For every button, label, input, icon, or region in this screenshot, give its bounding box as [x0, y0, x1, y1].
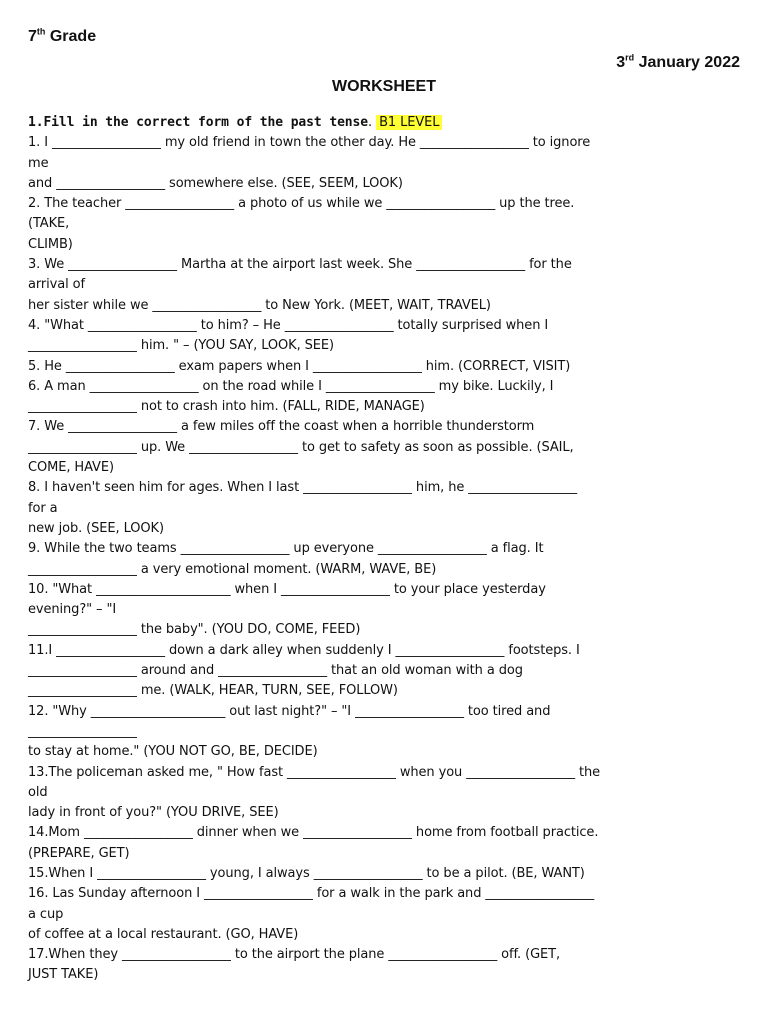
instruction-line [28, 113, 740, 133]
instruction-separator: . [367, 115, 377, 130]
exercise-line: 4. "What _________________ to him? – He _________________ totally surprised when I [28, 317, 549, 333]
worksheet-date [616, 54, 740, 72]
date-day: 3 [616, 54, 626, 71]
page-title: WORKSHEET [332, 78, 436, 95]
exercise-line: 14.Mom _________________ dinner when we _________________ home from football practice. [28, 825, 599, 841]
grade-number: 7 [28, 28, 37, 45]
exercise-line: to stay at home." (YOU NOT GO, BE, DECIDE) [28, 744, 318, 760]
grade-word: Grade [45, 28, 97, 45]
exercise-line: _________________ up. We _________________ to get to safety as soon as possible. (SAIL, [28, 439, 574, 455]
exercise-line: 10. "What _____________________ when I _________________ to your place yesterday [28, 581, 546, 597]
exercise-line: 3. We _________________ Martha at the airport last week. She _________________ for the [28, 257, 572, 273]
exercise-line: 6. A man _________________ on the road while I _________________ my bike. Luckily, I [28, 378, 554, 394]
exercise-line: lady in front of you?" (YOU DRIVE, SEE) [28, 805, 279, 821]
exercise-line: 17.When they _________________ to the airport the plane _________________ off. (GET, [28, 947, 561, 963]
exercise-line: _________________ a very emotional moment. (WARM, WAVE, BE) [28, 561, 437, 577]
date-suffix: rd [625, 52, 635, 63]
exercise-line: COME, HAVE) [28, 460, 114, 476]
exercise-line: a cup [28, 906, 64, 922]
exercise-line: JUST TAKE) [28, 967, 99, 983]
exercise-body [28, 113, 740, 986]
exercise-line: 11.I _________________ down a dark alley when suddenly I _________________ footsteps. I [28, 642, 580, 658]
exercise-lines [28, 133, 740, 985]
exercise-line: her sister while we _________________ to New York. (MEET, WAIT, TRAVEL) [28, 297, 491, 313]
exercise-line: for a [28, 500, 58, 516]
exercise-line: _________________ [28, 723, 137, 739]
exercise-line: (TAKE, [28, 216, 70, 232]
exercise-line: 5. He _________________ exam papers when I _________________ him. (CORRECT, VISIT) [28, 358, 571, 374]
exercise-line: evening?" – "I [28, 602, 117, 618]
exercise-line: arrival of [28, 277, 85, 293]
exercise-line: _________________ me. (WALK, HEAR, TURN, SEE, FOLLOW) [28, 683, 398, 699]
exercise-line: CLIMB) [28, 236, 73, 252]
instruction-text: 1.Fill in the correct form of the past tense [28, 115, 368, 130]
exercise-line: of coffee at a local restaurant. (GO, HAVE) [28, 926, 299, 942]
date-month-year: January 2022 [634, 54, 740, 71]
exercise-line: new job. (SEE, LOOK) [28, 520, 164, 536]
exercise-line: and _________________ somewhere else. (SEE, SEEM, LOOK) [28, 175, 403, 191]
exercise-line: _________________ the baby". (YOU DO, COME, FEED) [28, 622, 361, 638]
exercise-line: old [28, 784, 48, 800]
exercise-line: me [28, 155, 49, 171]
exercise-line: 9. While the two teams _________________ up everyone _________________ a flag. It [28, 541, 544, 557]
exercise-line: 12. "Why _____________________ out last night?" – "I _________________ too tired and [28, 703, 551, 719]
exercise-line: 2. The teacher _________________ a photo of us while we _________________ up the tree. [28, 196, 575, 212]
grade-suffix: th [36, 26, 46, 37]
exercise-line: 15.When I _________________ young, I always _________________ to be a pilot. (BE, WANT) [28, 865, 585, 881]
exercise-line: _________________ not to crash into him. (FALL, RIDE, MANAGE) [28, 399, 425, 415]
exercise-line: 7. We _________________ a few miles off the coast when a horrible thunderstorm [28, 419, 535, 435]
grade-heading [28, 28, 96, 46]
exercise-line: 13.The policeman asked me, " How fast _________________ when you _________________ the [28, 764, 601, 780]
exercise-line: 1. I _________________ my old friend in town the other day. He _________________ to ignore [28, 135, 591, 151]
exercise-line: _________________ around and _________________ that an old woman with a dog [28, 663, 523, 679]
exercise-line: (PREPARE, GET) [28, 845, 130, 861]
level-badge: B1 LEVEL [376, 115, 442, 130]
exercise-line: 16. Las Sunday afternoon I _________________ for a walk in the park and _________________ [28, 886, 595, 902]
exercise-line: 8. I haven't seen him for ages. When I last _________________ him, he _________________ [28, 480, 578, 496]
exercise-line: _________________ him. " – (YOU SAY, LOOK, SEE) [28, 338, 335, 354]
